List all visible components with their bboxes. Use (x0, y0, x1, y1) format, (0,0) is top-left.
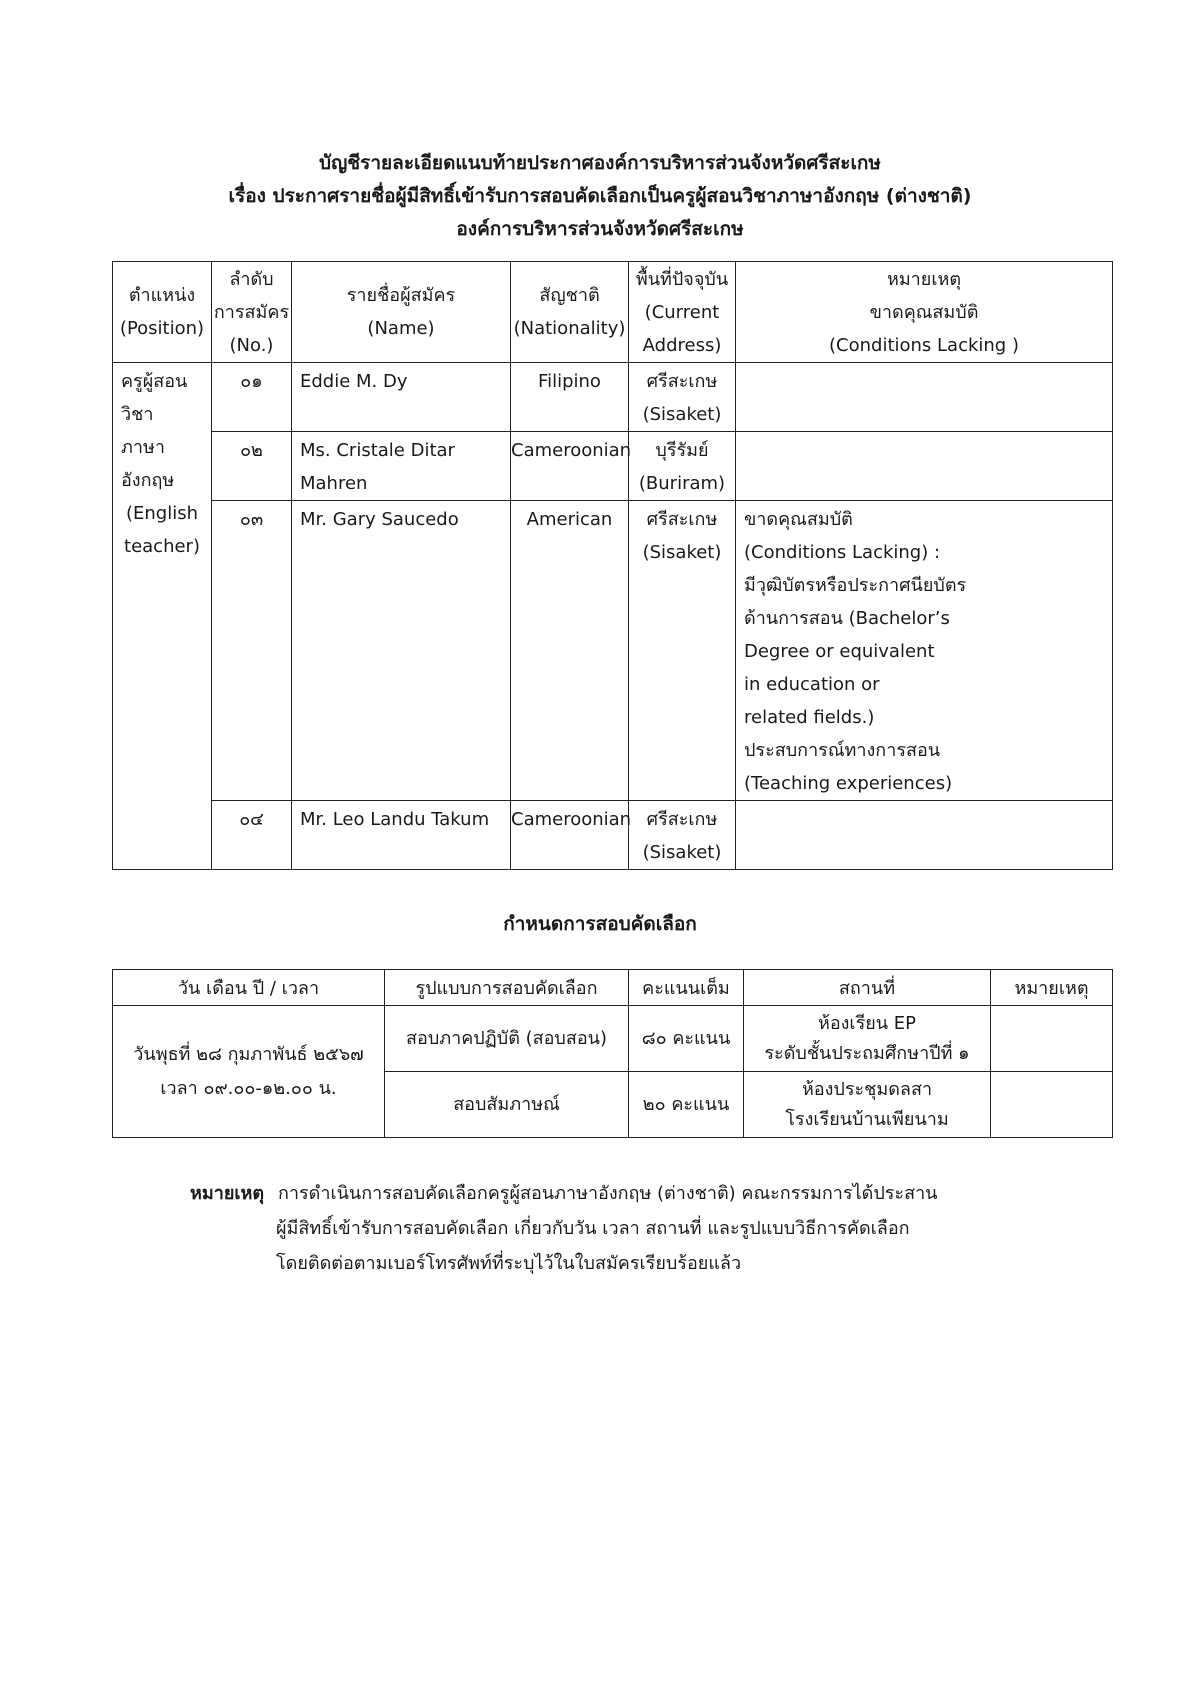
applicant-no: ๐๑ (212, 363, 292, 432)
applicant-no: ๐๔ (212, 801, 292, 870)
header-date: วัน เดือน ปี / เวลา (113, 970, 385, 1006)
note-line-1: การดำเนินการสอบคัดเลือกครูผู้สอนภาษาอังกฤษ (ต่างชาติ) คณะกรรมการได้ประสาน (278, 1183, 938, 1204)
table-row (113, 432, 1113, 501)
applicant-remark: ขาดคุณสมบัติ (Conditions Lacking) : มีวุฒิบัตรหรือประกาศนียบัตร ด้านการสอน (Bachelor’s Degree or equivalent in education or related fields.) ประสบการณ์ทางการสอน (Teaching experiences) (736, 501, 1113, 801)
exam-format: สอบสัมภาษณ์ (385, 1072, 629, 1138)
applicant-address: บุรีรัมย์ (Buriram) (629, 432, 736, 501)
applicant-remark (736, 432, 1113, 501)
exam-remark (991, 1072, 1113, 1138)
applicant-name: Ms. Cristale Ditar Mahren (292, 432, 511, 501)
exam-remark (991, 1006, 1113, 1072)
applicant-no: ๐๓ (212, 501, 292, 801)
header-line-1: บัญชีรายละเอียดแนบท้ายประกาศองค์การบริหารส่วนจังหวัดศรีสะเกษ (319, 152, 881, 174)
header-remark: หมายเหตุ ขาดคุณสมบัติ (Conditions Lacking ) (736, 262, 1113, 363)
applicant-remark (736, 801, 1113, 870)
applicant-no: ๐๒ (212, 432, 292, 501)
header-line-2: เรื่อง ประกาศรายชื่อผู้มีสิทธิ์เข้ารับการสอบคัดเลือกเป็นครูผู้สอนวิชาภาษาอังกฤษ (ต่างชาติ) (228, 185, 972, 207)
header-no: ลำดับ การสมัคร (No.) (212, 262, 292, 363)
applicants-header-row (113, 262, 1113, 363)
applicants-table (112, 261, 1113, 870)
table-row (113, 363, 1113, 432)
note-line-2: ผู้มีสิทธิ์เข้ารับการสอบคัดเลือก เกี่ยวกับวัน เวลา สถานที่ และรูปแบบวิธีการคัดเลือก (276, 1218, 910, 1239)
exam-date-cell: วันพุธที่ ๒๘ กุมภาพันธ์ ๒๕๖๗ เวลา ๐๙.๐๐-๑๒.๐๐ น. (113, 1006, 385, 1138)
header-score: คะแนนเต็ม (629, 970, 744, 1006)
table-row (113, 501, 1113, 801)
exam-score: ๘๐ คะแนน (629, 1006, 744, 1072)
applicant-address: ศรีสะเกษ (Sisaket) (629, 801, 736, 870)
position-cell: ครูผู้สอนวิชา ภาษาอังกฤษ (English teacher) (113, 363, 212, 870)
exam-place: ห้องประชุมดลสา โรงเรียนบ้านเพียนาม (744, 1072, 991, 1138)
schedule-title: กำหนดการสอบคัดเลือก (503, 913, 697, 935)
header-name: รายชื่อผู้สมัคร (Name) (292, 262, 511, 363)
applicant-nationality: Cameroonian (511, 432, 629, 501)
header-line-3: องค์การบริหารส่วนจังหวัดศรีสะเกษ (456, 218, 744, 240)
schedule-header-row (113, 970, 1113, 1006)
header-remark: หมายเหตุ (991, 970, 1113, 1006)
header-nationality: สัญชาติ (Nationality) (511, 262, 629, 363)
header-position: ตำแหน่ง (Position) (113, 262, 212, 363)
header-format: รูปแบบการสอบคัดเลือก (385, 970, 629, 1006)
note-line-3: โดยติดต่อตามเบอร์โทรศัพท์ที่ระบุไว้ในใบสมัครเรียบร้อยแล้ว (276, 1253, 742, 1274)
exam-score: ๒๐ คะแนน (629, 1072, 744, 1138)
applicant-address: ศรีสะเกษ (Sisaket) (629, 363, 736, 432)
exam-place: ห้องเรียน EP ระดับชั้นประถมศึกษาปีที่ ๑ (744, 1006, 991, 1072)
applicant-remark (736, 363, 1113, 432)
applicant-address: ศรีสะเกษ (Sisaket) (629, 501, 736, 801)
table-row (113, 1006, 1113, 1072)
applicant-name: Mr. Leo Landu Takum (292, 801, 511, 870)
applicant-nationality: Filipino (511, 363, 629, 432)
header-address: พื้นที่ปัจจุบัน (Current Address) (629, 262, 736, 363)
header-place: สถานที่ (744, 970, 991, 1006)
note-label: หมายเหตุ (190, 1183, 265, 1204)
applicant-nationality: American (511, 501, 629, 801)
applicant-nationality: Cameroonian (511, 801, 629, 870)
table-row (113, 801, 1113, 870)
applicant-name: Mr. Gary Saucedo (292, 501, 511, 801)
schedule-table (112, 969, 1113, 1138)
exam-format: สอบภาคปฏิบัติ (สอบสอน) (385, 1006, 629, 1072)
applicant-name: Eddie M. Dy (292, 363, 511, 432)
